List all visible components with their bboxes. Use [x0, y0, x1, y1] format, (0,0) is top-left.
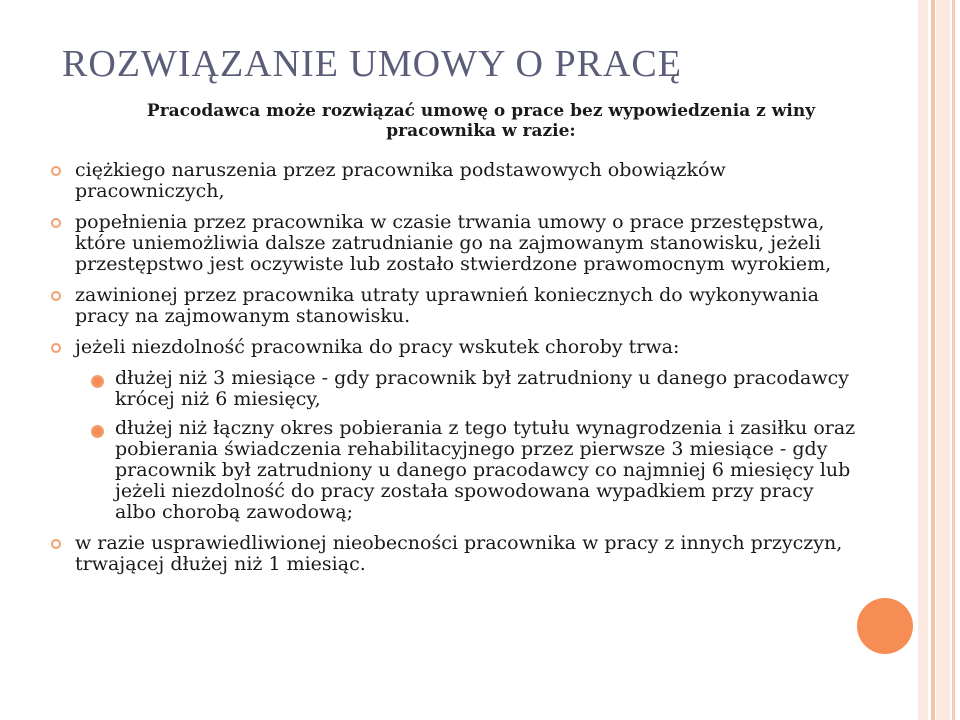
list-item	[50, 212, 858, 275]
slide-title: ROZWIĄZANIE UMOWY O PRACĘ	[62, 43, 682, 85]
slide-subheading: Pracodawca może rozwiązać umowę o prace bez wypowiedzenia z winy pracownika w razie:	[146, 101, 816, 141]
list-item	[50, 285, 858, 327]
dot-bullet-icon	[91, 425, 104, 438]
sub-list-item-text: dłużej niż łączny okres pobierania z tego tytułu wynagrodzenia i zasiłku oraz pobierania świadczenia rehabilitacyjnego przez pierwsze 3 miesiące - gdy pracownik był zatrudniony u danego pracodawcy co najmniej 6 miesięcy lub jeżeli niezdolność do pracy została spowodowana wypadkiem przy pracy albo chorobą zawodową;	[115, 417, 856, 523]
decorative-circle	[857, 598, 913, 654]
sub-list-item	[90, 368, 858, 410]
sub-list-item-text: dłużej niż 3 miesiące - gdy pracownik był zatrudniony u danego pracodawcy krócej niż 6 miesięcy,	[115, 367, 849, 410]
dot-bullet-icon	[91, 375, 104, 388]
list-item-text: jeżeli niezdolność pracownika do pracy wskutek choroby trwa:	[75, 336, 680, 358]
decorative-bar	[936, 0, 950, 720]
list-item-text: zawinionej przez pracownika utraty uprawnień koniecznych do wykonywania pracy na zajmowanym stanowisku.	[75, 284, 819, 327]
decorative-bar	[918, 0, 928, 720]
list-item	[50, 160, 858, 202]
ring-bullet-icon	[51, 166, 61, 176]
slide-body	[50, 160, 858, 585]
decorative-bar	[952, 0, 955, 720]
ring-bullet-icon	[51, 218, 61, 228]
list-item-text: popełnienia przez pracownika w czasie trwania umowy o prace przestępstwa, które uniemożliwia dalsze zatrudnianie go na zajmowanym stanowisku, jeżeli przestępstwo jest oczywiste lub zostało stwierdzone prawomocnym wyrokiem,	[75, 211, 832, 275]
bullet-list	[50, 160, 858, 575]
list-item-text: w razie usprawiedliwionej nieobecności pracownika w pracy z innych przyczyn, trwającej dłużej niż 1 miesiąc.	[75, 532, 843, 575]
list-item	[50, 337, 858, 523]
sub-list-item	[90, 418, 858, 523]
ring-bullet-icon	[51, 343, 61, 353]
sub-bullet-list	[75, 368, 858, 523]
ring-bullet-icon	[51, 291, 61, 301]
list-item	[50, 533, 858, 575]
decorative-bar	[931, 0, 935, 720]
ring-bullet-icon	[51, 539, 61, 549]
list-item-text: ciężkiego naruszenia przez pracownika podstawowych obowiązków pracowniczych,	[75, 159, 726, 202]
